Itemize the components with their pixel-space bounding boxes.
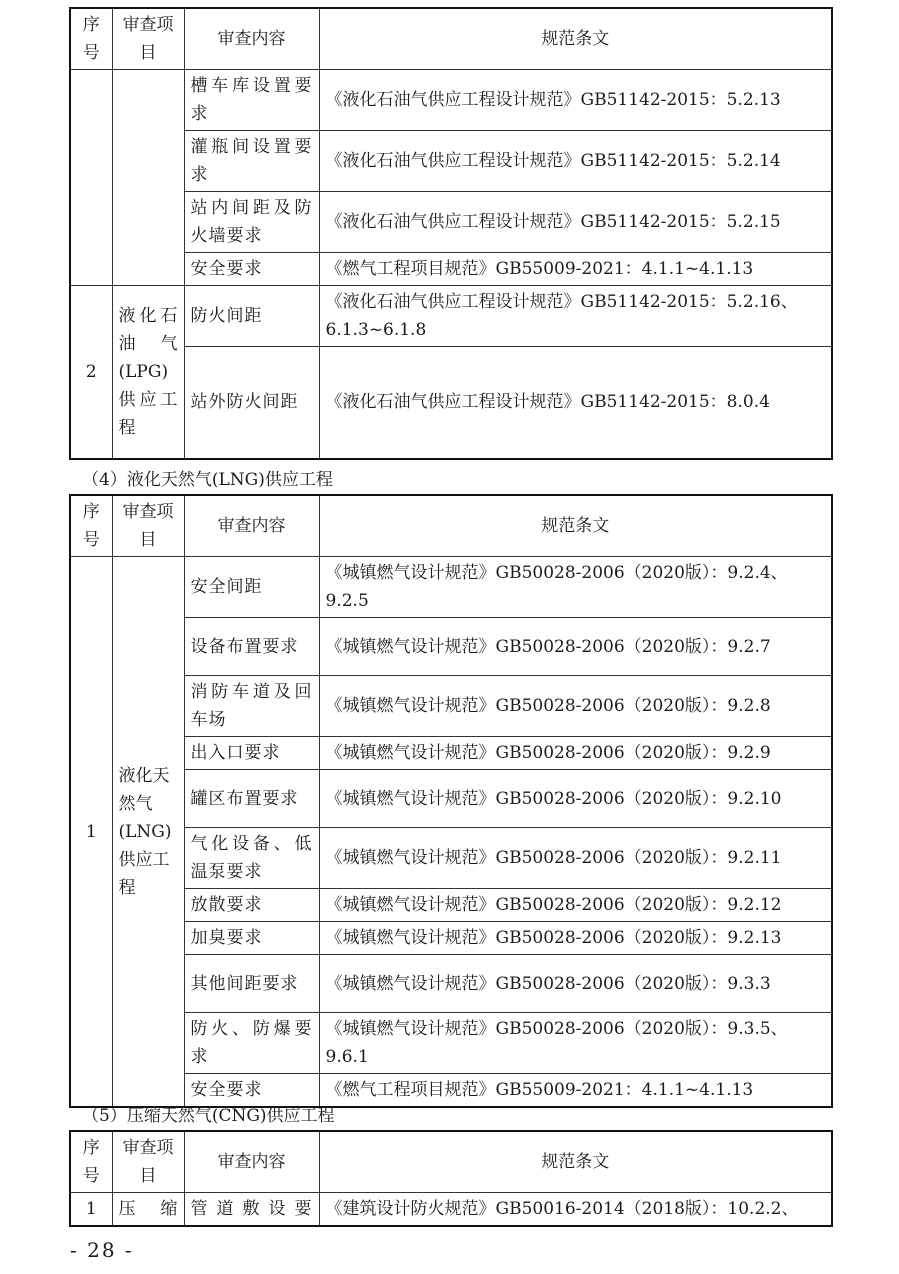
spec-cell: 《建筑设计防火规范》GB50016-2014（2018版）：10.2.2、 bbox=[319, 1193, 832, 1227]
spec-cell: 《城镇燃气设计规范》GB50028-2006（2020版）：9.3.3 bbox=[319, 955, 832, 1013]
table-row bbox=[70, 70, 832, 131]
header-spec: 规范条文 bbox=[319, 8, 832, 70]
spec-cell: 《城镇燃气设计规范》GB50028-2006（2020版）：9.2.10 bbox=[319, 770, 832, 828]
section-caption-cng: （5）压缩天然气(CNG)供应工程 bbox=[82, 1106, 335, 1126]
no-cell: 1 bbox=[70, 1193, 112, 1227]
content-cell: 安全间距 bbox=[184, 557, 319, 618]
header-content: 审查内容 bbox=[184, 495, 319, 557]
content-cell: 罐区布置要求 bbox=[184, 770, 319, 828]
table-row bbox=[70, 1013, 832, 1074]
no-cell bbox=[70, 70, 112, 286]
header-content: 审查内容 bbox=[184, 1131, 319, 1193]
item-cell: 压缩 bbox=[112, 1193, 184, 1227]
content-cell: 气化设备、低温泵要求 bbox=[184, 828, 319, 889]
spec-cell: 《城镇燃气设计规范》GB50028-2006（2020版）：9.3.5、9.6.1 bbox=[319, 1013, 832, 1074]
spec-cell: 《液化石油气供应工程设计规范》GB51142-2015：5.2.13 bbox=[319, 70, 832, 131]
content-cell: 安全要求 bbox=[184, 253, 319, 286]
content-cell: 防火间距 bbox=[184, 286, 319, 347]
table-row bbox=[70, 131, 832, 192]
content-cell: 设备布置要求 bbox=[184, 618, 319, 676]
table-header-row bbox=[70, 495, 832, 557]
item-cell bbox=[112, 70, 184, 286]
header-no: 序号 bbox=[70, 495, 112, 557]
item-cell: 液化天然气(LNG)供应工程 bbox=[112, 557, 184, 1108]
header-item: 审查项目 bbox=[112, 1131, 184, 1193]
table-row bbox=[70, 770, 832, 828]
table-row bbox=[70, 557, 832, 618]
table-row bbox=[70, 737, 832, 770]
content-cell: 槽车库设置要求 bbox=[184, 70, 319, 131]
table-row bbox=[70, 253, 832, 286]
spec-cell: 《液化石油气供应工程设计规范》GB51142-2015：5.2.15 bbox=[319, 192, 832, 253]
item-cell: 液化石油气(LPG)供应工程 bbox=[112, 286, 184, 459]
content-cell: 安全要求 bbox=[184, 1074, 319, 1108]
spec-cell: 《城镇燃气设计规范》GB50028-2006（2020版）：9.2.12 bbox=[319, 889, 832, 922]
content-cell: 站外防火间距 bbox=[184, 347, 319, 459]
spec-cell: 《液化石油气供应工程设计规范》GB51142-2015：5.2.14 bbox=[319, 131, 832, 192]
table-row bbox=[70, 676, 832, 737]
table-header-row bbox=[70, 8, 832, 70]
content-cell: 防火、防爆要求 bbox=[184, 1013, 319, 1074]
content-cell: 灌瓶间设置要求 bbox=[184, 131, 319, 192]
content-cell: 站内间距及防火墙要求 bbox=[184, 192, 319, 253]
header-item: 审查项目 bbox=[112, 8, 184, 70]
content-cell: 出入口要求 bbox=[184, 737, 319, 770]
table-row bbox=[70, 347, 832, 459]
spec-cell: 《城镇燃气设计规范》GB50028-2006（2020版）：9.2.8 bbox=[319, 676, 832, 737]
page-number: - 28 - bbox=[70, 1238, 134, 1262]
content-cell: 其他间距要求 bbox=[184, 955, 319, 1013]
table-cng bbox=[69, 1130, 833, 1227]
table-row bbox=[70, 955, 832, 1013]
content-cell: 放散要求 bbox=[184, 889, 319, 922]
section-caption-lng: （4）液化天然气(LNG)供应工程 bbox=[82, 470, 333, 490]
table-row bbox=[70, 889, 832, 922]
header-spec: 规范条文 bbox=[319, 495, 832, 557]
content-cell: 消防车道及回车场 bbox=[184, 676, 319, 737]
table-row bbox=[70, 1193, 832, 1227]
header-content: 审查内容 bbox=[184, 8, 319, 70]
spec-cell: 《城镇燃气设计规范》GB50028-2006（2020版）：9.2.11 bbox=[319, 828, 832, 889]
table-row bbox=[70, 192, 832, 253]
table-lng bbox=[69, 494, 833, 1108]
spec-cell: 《燃气工程项目规范》GB55009-2021：4.1.1~4.1.13 bbox=[319, 1074, 832, 1108]
spec-cell: 《液化石油气供应工程设计规范》GB51142-2015：5.2.16、6.1.3~6.1.8 bbox=[319, 286, 832, 347]
content-cell: 管道敷设要 bbox=[184, 1193, 319, 1227]
no-cell: 1 bbox=[70, 557, 112, 1108]
spec-cell: 《液化石油气供应工程设计规范》GB51142-2015：8.0.4 bbox=[319, 347, 832, 459]
table-row bbox=[70, 618, 832, 676]
spec-cell: 《城镇燃气设计规范》GB50028-2006（2020版）：9.2.4、9.2.5 bbox=[319, 557, 832, 618]
table-row bbox=[70, 286, 832, 347]
table-header-row bbox=[70, 1131, 832, 1193]
table-row bbox=[70, 828, 832, 889]
table-row bbox=[70, 922, 832, 955]
header-item: 审查项目 bbox=[112, 495, 184, 557]
spec-cell: 《城镇燃气设计规范》GB50028-2006（2020版）：9.2.9 bbox=[319, 737, 832, 770]
spec-cell: 《城镇燃气设计规范》GB50028-2006（2020版）：9.2.13 bbox=[319, 922, 832, 955]
header-no: 序号 bbox=[70, 8, 112, 70]
no-cell: 2 bbox=[70, 286, 112, 459]
spec-cell: 《城镇燃气设计规范》GB50028-2006（2020版）：9.2.7 bbox=[319, 618, 832, 676]
table-lpg bbox=[69, 7, 833, 460]
spec-cell: 《燃气工程项目规范》GB55009-2021：4.1.1~4.1.13 bbox=[319, 253, 832, 286]
header-spec: 规范条文 bbox=[319, 1131, 832, 1193]
content-cell: 加臭要求 bbox=[184, 922, 319, 955]
header-no: 序号 bbox=[70, 1131, 112, 1193]
